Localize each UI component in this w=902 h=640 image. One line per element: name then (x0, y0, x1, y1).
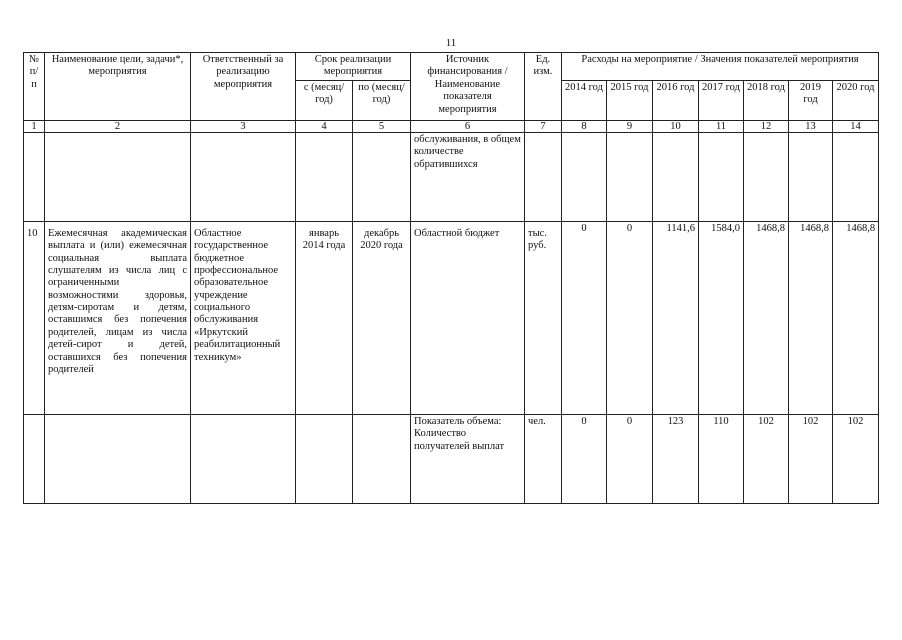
measures-table (23, 52, 879, 504)
row-value (833, 132, 879, 221)
row-unit: чел. (525, 414, 562, 503)
row-number (24, 132, 45, 221)
row-value (789, 132, 833, 221)
row-value: 1584,0 (699, 221, 744, 414)
row-to (353, 132, 411, 221)
header-year: 2019 год (789, 80, 833, 120)
column-number: 2 (45, 120, 191, 132)
table-row (24, 132, 879, 221)
column-number: 1 (24, 120, 45, 132)
header-year: 2020 год (833, 80, 879, 120)
page-number: 11 (445, 37, 457, 49)
row-unit: тыс. руб. (525, 221, 562, 414)
row-value: 0 (607, 414, 653, 503)
column-number: 10 (653, 120, 699, 132)
row-value: 1468,8 (744, 221, 789, 414)
header-to: по (месяц/ год) (353, 80, 411, 120)
row-source: обслуживания, в общем количестве обратившихся (411, 132, 525, 221)
row-value: 0 (562, 414, 607, 503)
row-value: 123 (653, 414, 699, 503)
row-value: 0 (607, 221, 653, 414)
row-value: 1468,8 (833, 221, 879, 414)
header-no: № п/п (24, 53, 45, 121)
header-term: Срок реализации мероприятия (296, 53, 411, 81)
row-unit (525, 132, 562, 221)
row-name (45, 414, 191, 503)
column-number: 4 (296, 120, 353, 132)
header-from: с (месяц/ год) (296, 80, 353, 120)
row-responsible (191, 414, 296, 503)
header-source: Источник финансирования / Наименование показателя мероприятия (411, 53, 525, 121)
column-number: 14 (833, 120, 879, 132)
row-responsible: Областное государственное бюджетное профессиональное образовательное учреждение социального обслуживания «Иркутский реабилитационный техникум» (191, 221, 296, 414)
row-value (744, 132, 789, 221)
header-row (24, 53, 879, 81)
row-to: декабрь 2020 года (353, 221, 411, 414)
row-value: 102 (789, 414, 833, 503)
header-name: Наименование цели, задачи*, мероприятия (45, 53, 191, 121)
column-number: 7 (525, 120, 562, 132)
row-number (24, 414, 45, 503)
header-year: 2018 год (744, 80, 789, 120)
row-from: январь 2014 года (296, 221, 353, 414)
row-from (296, 414, 353, 503)
column-number: 6 (411, 120, 525, 132)
header-year: 2014 год (562, 80, 607, 120)
row-value: 110 (699, 414, 744, 503)
column-number: 12 (744, 120, 789, 132)
row-number: 10 (24, 221, 45, 414)
row-value: 0 (562, 221, 607, 414)
header-year: 2015 год (607, 80, 653, 120)
row-value: 1141,6 (653, 221, 699, 414)
header-year: 2017 год (699, 80, 744, 120)
column-number: 11 (699, 120, 744, 132)
column-number: 9 (607, 120, 653, 132)
header-year: 2016 год (653, 80, 699, 120)
row-responsible (191, 132, 296, 221)
row-source: Показатель объема: Количество получателей выплат (411, 414, 525, 503)
column-number: 13 (789, 120, 833, 132)
row-to (353, 414, 411, 503)
header-responsible: Ответственный за реализацию мероприятия (191, 53, 296, 121)
column-numbers-row (24, 120, 879, 132)
row-value: 102 (744, 414, 789, 503)
column-number: 5 (353, 120, 411, 132)
row-value (699, 132, 744, 221)
row-name: Ежемесячная академическая выплата и (или) ежемесячная социальная выплата слушателям из числа лиц с ограниченными возможностями здоровья, детям-сиротам и детям, оставшимся без попечения родителей, лицам из числа детей-сирот и детей, оставшихся без попечения родителей (45, 221, 191, 414)
row-value (562, 132, 607, 221)
header-unit: Ед. изм. (525, 53, 562, 121)
table-row (24, 414, 879, 503)
row-value: 102 (833, 414, 879, 503)
header-costs: Расходы на мероприятие / Значения показателей мероприятия (562, 53, 879, 81)
column-number: 3 (191, 120, 296, 132)
table-row (24, 221, 879, 414)
column-number: 8 (562, 120, 607, 132)
row-value (607, 132, 653, 221)
row-name (45, 132, 191, 221)
row-value (653, 132, 699, 221)
row-from (296, 132, 353, 221)
row-source: Областной бюджет (411, 221, 525, 414)
row-value: 1468,8 (789, 221, 833, 414)
